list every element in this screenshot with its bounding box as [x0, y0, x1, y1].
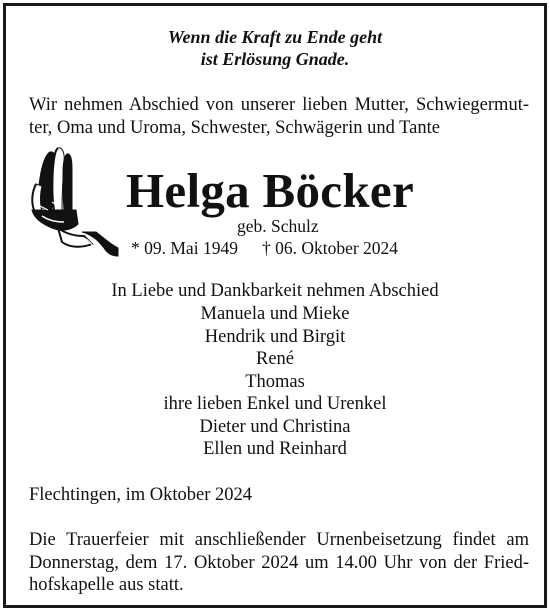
mourner-line: René	[255, 349, 294, 369]
intro-line-2: ter, Oma und Uroma, Schwester, Schwägerin und Tante	[29, 118, 440, 138]
mourner-line: Manuela und Mieke	[200, 304, 350, 324]
obituary-notice	[3, 3, 547, 608]
death-date: † 06. Oktober 2024	[261, 238, 399, 258]
ceremony-line-2: Donnerstag, dem 17. Oktober 2024 um 14.00 Uhr von der Fried-	[29, 552, 529, 573]
ceremony-line-3: hofskapelle aus statt.	[29, 575, 184, 595]
ceremony-line-1: Die Trauerfeier mit anschließender Urnenbeisetzung findet am	[29, 530, 529, 550]
praying-hands-icon	[22, 144, 122, 259]
motto-line-1: Wenn die Kraft zu Ende geht	[167, 27, 383, 47]
ceremony-text	[29, 529, 529, 597]
life-dates	[131, 237, 398, 259]
mourner-line: Hendrik und Birgit	[204, 326, 346, 347]
intro-line-1: Wir nehmen Abschied von unserer lieben Mutter, Schwiegermut-	[29, 95, 529, 115]
birth-name: geb. Schulz	[237, 216, 319, 236]
mourner-line: Dieter und Christina	[199, 416, 351, 437]
mourner-line: ihre lieben Enkel und Urenkel	[163, 394, 387, 414]
place-date: Flechtingen, im Oktober 2024	[29, 485, 252, 505]
mourner-line: Ellen und Reinhard	[203, 439, 347, 459]
mourners-lead: In Liebe und Dankbarkeit nehmen Abschied	[111, 281, 439, 301]
mourner-line: Thomas	[245, 371, 305, 392]
birth-date: * 09. Mai 1949	[131, 238, 238, 258]
intro-text	[29, 94, 529, 140]
motto-line-2: ist Erlösung Gnade.	[200, 49, 350, 69]
deceased-name: Helga Böcker	[126, 163, 415, 218]
